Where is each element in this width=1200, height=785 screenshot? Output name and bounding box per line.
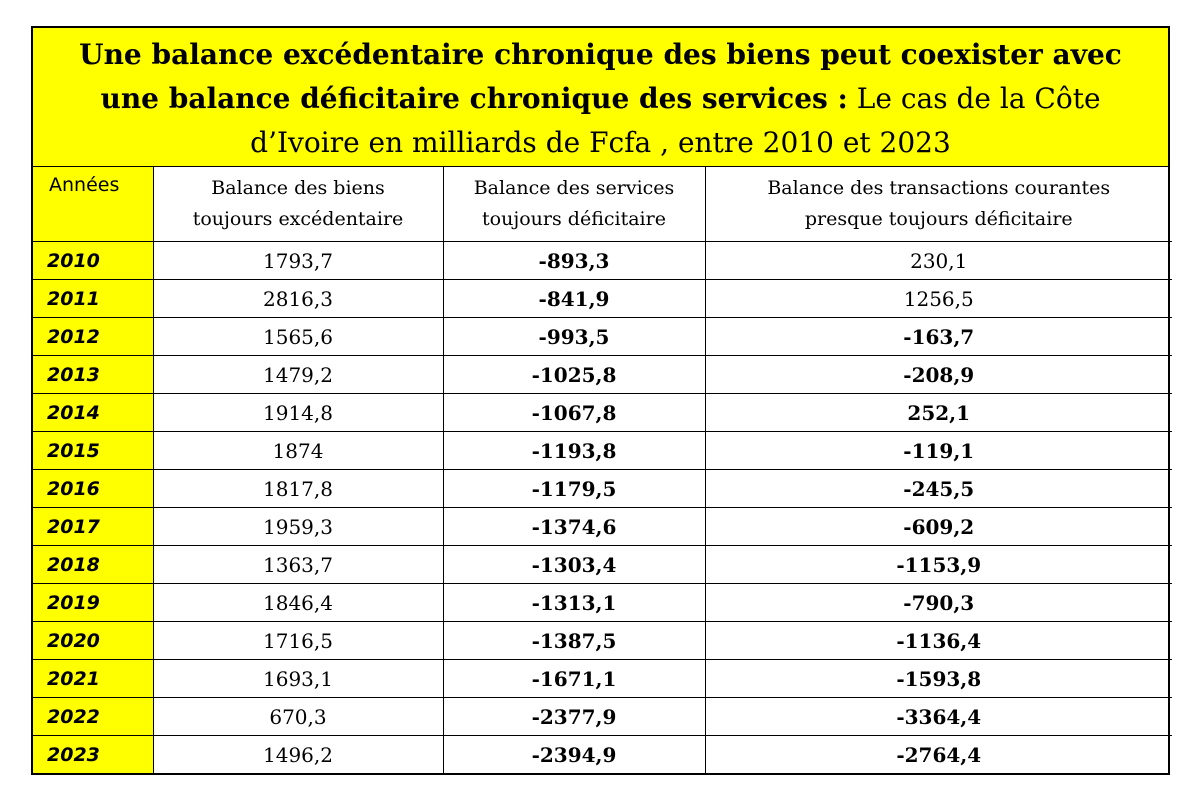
table-body	[33, 242, 1172, 774]
table-row	[33, 318, 1172, 356]
table-row	[33, 394, 1172, 432]
current-balance-cell: -163,7	[705, 318, 1172, 356]
services-balance-cell: -841,9	[443, 280, 705, 318]
current-balance-cell: -245,5	[705, 470, 1172, 508]
title-normal-part: Le cas de la Côte d’Ivoire en milliards de Fcfa , entre 2010 et 2023	[250, 82, 1101, 159]
header-goods-line1: Balance des biens	[211, 177, 385, 199]
table-row	[33, 508, 1172, 546]
services-balance-cell: -1671,1	[443, 660, 705, 698]
year-cell: 2012	[33, 318, 153, 356]
current-balance-cell: -3364,4	[705, 698, 1172, 736]
goods-balance-cell: 1716,5	[153, 622, 443, 660]
year-cell: 2019	[33, 584, 153, 622]
table-row	[33, 736, 1172, 774]
table-row	[33, 698, 1172, 736]
current-balance-cell: -2764,4	[705, 736, 1172, 774]
table-row	[33, 432, 1172, 470]
current-balance-cell: -208,9	[705, 356, 1172, 394]
services-balance-cell: -1387,5	[443, 622, 705, 660]
header-current-line2: presque toujours déficitaire	[804, 208, 1073, 230]
services-balance-cell: -2377,9	[443, 698, 705, 736]
year-cell: 2011	[33, 280, 153, 318]
goods-balance-cell: 1565,6	[153, 318, 443, 356]
goods-balance-cell: 1693,1	[153, 660, 443, 698]
balance-table-document	[31, 26, 1170, 775]
table-row	[33, 546, 1172, 584]
goods-balance-cell: 1793,7	[153, 242, 443, 280]
current-balance-cell: -119,1	[705, 432, 1172, 470]
goods-balance-cell: 1363,7	[153, 546, 443, 584]
current-balance-cell: 1256,5	[705, 280, 1172, 318]
services-balance-cell: -2394,9	[443, 736, 705, 774]
goods-balance-cell: 1479,2	[153, 356, 443, 394]
header-row	[33, 167, 1172, 242]
header-current	[705, 167, 1172, 242]
table-row	[33, 280, 1172, 318]
year-cell: 2013	[33, 356, 153, 394]
year-cell: 2018	[33, 546, 153, 584]
balance-table	[33, 167, 1172, 773]
services-balance-cell: -1303,4	[443, 546, 705, 584]
services-balance-cell: -1067,8	[443, 394, 705, 432]
goods-balance-cell: 1959,3	[153, 508, 443, 546]
current-balance-cell: -1153,9	[705, 546, 1172, 584]
year-cell: 2014	[33, 394, 153, 432]
year-cell: 2020	[33, 622, 153, 660]
services-balance-cell: -993,5	[443, 318, 705, 356]
header-goods	[153, 167, 443, 242]
header-services-line1: Balance des services	[473, 177, 675, 199]
header-services-line2: toujours déficitaire	[482, 208, 666, 230]
current-balance-cell: 230,1	[705, 242, 1172, 280]
header-years: Années	[33, 167, 153, 242]
goods-balance-cell: 1914,8	[153, 394, 443, 432]
year-cell: 2017	[33, 508, 153, 546]
goods-balance-cell: 670,3	[153, 698, 443, 736]
services-balance-cell: -1179,5	[443, 470, 705, 508]
current-balance-cell: -1593,8	[705, 660, 1172, 698]
table-row	[33, 242, 1172, 280]
year-cell: 2022	[33, 698, 153, 736]
current-balance-cell: -1136,4	[705, 622, 1172, 660]
table-row	[33, 470, 1172, 508]
header-services	[443, 167, 705, 242]
table-row	[33, 356, 1172, 394]
goods-balance-cell: 1846,4	[153, 584, 443, 622]
services-balance-cell: -1313,1	[443, 584, 705, 622]
goods-balance-cell: 2816,3	[153, 280, 443, 318]
year-cell: 2010	[33, 242, 153, 280]
current-balance-cell: -609,2	[705, 508, 1172, 546]
services-balance-cell: -1374,6	[443, 508, 705, 546]
table-row	[33, 660, 1172, 698]
services-balance-cell: -1025,8	[443, 356, 705, 394]
table-row	[33, 584, 1172, 622]
year-cell: 2021	[33, 660, 153, 698]
table-row	[33, 622, 1172, 660]
title-bold-part: Une balance excédentaire chronique des biens peut coexister avec une balance déficitaire chronique des services :	[79, 38, 1122, 115]
table-title	[33, 28, 1168, 167]
year-cell: 2015	[33, 432, 153, 470]
goods-balance-cell: 1874	[153, 432, 443, 470]
goods-balance-cell: 1817,8	[153, 470, 443, 508]
services-balance-cell: -1193,8	[443, 432, 705, 470]
year-cell: 2023	[33, 736, 153, 774]
year-cell: 2016	[33, 470, 153, 508]
goods-balance-cell: 1496,2	[153, 736, 443, 774]
header-current-line1: Balance des transactions courantes	[767, 177, 1111, 199]
current-balance-cell: 252,1	[705, 394, 1172, 432]
current-balance-cell: -790,3	[705, 584, 1172, 622]
header-goods-line2: toujours excédentaire	[192, 208, 404, 230]
services-balance-cell: -893,3	[443, 242, 705, 280]
